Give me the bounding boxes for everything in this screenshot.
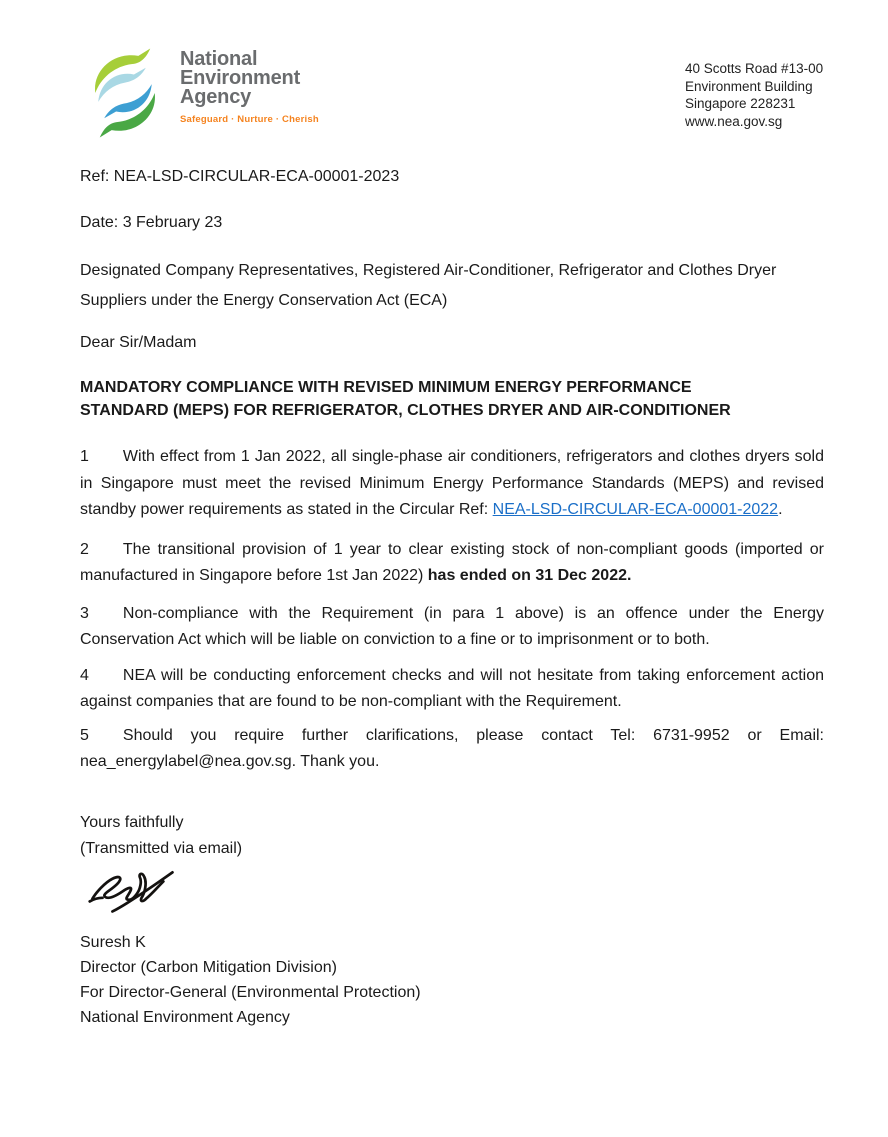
address-line: 40 Scotts Road #13-00 <box>685 61 824 76</box>
signatory-org: National Environment Agency <box>80 1008 290 1026</box>
addressee-line: Suppliers under the Energy Conservation Act (ECA) <box>80 292 448 309</box>
paragraph-number: 4 <box>80 666 89 684</box>
paragraph-1 <box>80 444 824 524</box>
paragraph-number: 5 <box>80 726 89 744</box>
letter-body <box>80 164 824 1030</box>
paragraph-3 <box>80 601 824 654</box>
paragraph-5 <box>80 723 824 776</box>
address-line: www.nea.gov.sg <box>685 113 783 129</box>
ref-line: Ref: NEA-LSD-CIRCULAR-ECA-00001-2023 <box>80 168 400 185</box>
signature-block <box>80 930 824 1030</box>
paragraph-number: 2 <box>80 540 89 558</box>
logo-name <box>180 50 319 107</box>
paragraph-bold-text: has ended on 31 Dec 2022. <box>427 567 632 584</box>
subject-line: STANDARD (MEPS) FOR REFRIGERATOR, CLOTHES DRYER AND AIR-CONDITIONER <box>80 402 731 419</box>
logo-name-line: National <box>180 48 258 70</box>
paragraph-text: . <box>778 501 783 518</box>
signatory-title: Director (Carbon Mitigation Division) <box>80 958 337 976</box>
paragraph-number: 3 <box>80 604 89 622</box>
salutation: Dear Sir/Madam <box>80 334 197 351</box>
paragraph-number: 1 <box>80 448 89 465</box>
paragraph-text: The transitional provision of 1 year to clear existing stock of non-compliant goods (imported or manufactured in Singapore before 1st Jan 2022) <box>80 540 824 584</box>
nea-logo-text <box>180 50 319 125</box>
address-line: Singapore 228231 <box>685 96 796 111</box>
date-line: Date: 3 February 23 <box>80 214 223 231</box>
subject-line: MANDATORY COMPLIANCE WITH REVISED MINIMUM ENERGY PERFORMANCE <box>80 379 692 396</box>
signatory-title: For Director-General (Environmental Protection) <box>80 983 421 1001</box>
transmitted-note: (Transmitted via email) <box>80 839 243 857</box>
paragraph-4 <box>80 663 824 716</box>
paragraph-text: With effect from 1 Jan 2022, all single-phase air conditioners, refrigerators and clothes dryers sold in Singapore must meet the revised Minimum Energy Performance Standards (MEPS) and revised standby power requirements as stated in the Circular Ref: <box>80 448 824 518</box>
logo-name-line: Environment <box>180 67 301 89</box>
paragraph-2 <box>80 537 824 590</box>
valediction: Yours faithfully <box>80 813 184 831</box>
agency-address <box>685 60 823 130</box>
nea-logo-icon <box>80 44 170 142</box>
addressee <box>80 256 824 316</box>
signature-image <box>82 866 192 916</box>
logo-name-line: Agency <box>180 86 252 108</box>
signatory-name: Suresh K <box>80 933 146 951</box>
address-line: Environment Building <box>685 78 813 94</box>
subject-heading <box>80 376 824 422</box>
logo-tagline: Safeguard · Nurture · Cherish <box>180 114 319 125</box>
paragraph-text: Should you require further clarifications, please contact Tel: 6731-9952 or Email: nea_energylabel@nea.gov.sg. Thank you. <box>80 726 824 770</box>
paragraph-text: Non-compliance with the Requirement (in para 1 above) is an offence under the Energy Conservation Act which will be liable on conviction to a fine or to imprisonment or to both. <box>80 604 824 648</box>
addressee-line: Designated Company Representatives, Registered Air-Conditioner, Refrigerator and Clothes Dryer <box>80 262 777 279</box>
paragraph-text: NEA will be conducting enforcement checks and will not hesitate from taking enforcement action against companies that are found to be non-compliant with the Requirement. <box>80 666 824 710</box>
circular-link[interactable]: NEA-LSD-CIRCULAR-ECA-00001-2022 <box>492 501 779 518</box>
